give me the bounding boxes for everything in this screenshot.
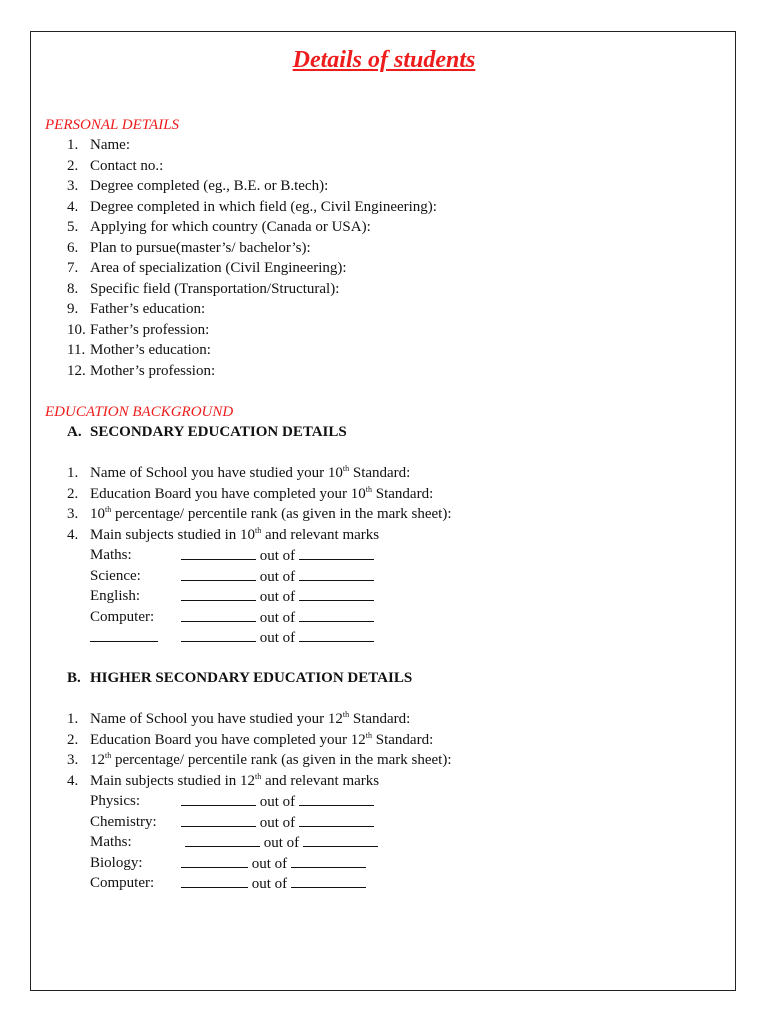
secondary-item	[90, 505, 452, 523]
fill-in-blank[interactable]	[303, 833, 378, 847]
list-number: 5.	[67, 219, 79, 235]
list-number: 11.	[67, 342, 86, 358]
marks-entry	[185, 833, 378, 852]
ordinal-suffix: th	[365, 731, 372, 740]
ordinal-suffix: th	[105, 751, 112, 760]
ordinal-suffix: th	[342, 710, 350, 719]
item-text: 10	[90, 506, 105, 522]
personal-field-label: Father’s profession:	[90, 322, 210, 338]
subsection-letter: B.	[67, 670, 81, 686]
personal-field-label: Degree completed in which field (eg., Civil Engineering):	[90, 199, 437, 215]
subject-label: English:	[90, 588, 141, 604]
fill-in-blank[interactable]	[299, 813, 374, 827]
item-text: Standard:	[349, 711, 411, 727]
fill-in-blank[interactable]	[181, 587, 256, 601]
higher-item	[90, 731, 433, 749]
marks-entry	[181, 546, 374, 565]
fill-in-blank[interactable]	[299, 608, 374, 622]
secondary-item	[90, 526, 379, 544]
subject-label: Chemistry:	[90, 814, 157, 830]
secondary-item	[90, 464, 410, 482]
item-text: Standard:	[372, 732, 434, 748]
out-of-text: out of	[256, 630, 299, 646]
item-text: percentage/ percentile rank (as given in the mark sheet):	[111, 752, 452, 768]
out-of-text: out of	[256, 610, 299, 626]
list-number: 10.	[67, 322, 86, 338]
fill-in-blank[interactable]	[181, 628, 256, 642]
item-text: Standard:	[372, 486, 434, 502]
out-of-text: out of	[260, 835, 303, 851]
subject-label: Computer:	[90, 609, 155, 625]
item-text: Main subjects studied in 12	[90, 773, 255, 789]
item-text: 12	[90, 752, 105, 768]
personal-field-label: Plan to pursue(master’s/ bachelor’s):	[90, 240, 311, 256]
item-text: Education Board you have completed your 12	[90, 732, 366, 748]
subject-label: Biology:	[90, 855, 143, 871]
fill-in-blank[interactable]	[181, 813, 256, 827]
item-text: percentage/ percentile rank (as given in the mark sheet):	[111, 506, 452, 522]
fill-in-blank[interactable]	[181, 567, 256, 581]
list-number: 7.	[67, 260, 79, 276]
marks-entry	[181, 874, 366, 893]
fill-in-blank[interactable]	[291, 874, 366, 888]
ordinal-suffix: th	[255, 772, 262, 781]
list-number: 12.	[67, 363, 86, 379]
item-text: Education Board you have completed your 10	[90, 486, 366, 502]
fill-in-blank[interactable]	[299, 628, 374, 642]
out-of-text: out of	[256, 815, 299, 831]
ordinal-suffix: th	[255, 526, 262, 535]
fill-in-blank[interactable]	[299, 587, 374, 601]
marks-entry	[181, 567, 374, 586]
fill-in-blank[interactable]	[181, 854, 248, 868]
marks-entry	[181, 628, 374, 647]
secondary-item	[90, 485, 433, 503]
marks-entry	[181, 854, 366, 873]
subsection-heading-higher: HIGHER SECONDARY EDUCATION DETAILS	[90, 670, 413, 686]
higher-item	[90, 772, 379, 790]
list-number: 4.	[67, 527, 79, 543]
out-of-text: out of	[256, 794, 299, 810]
subject-label: Maths:	[90, 834, 132, 850]
subject-label: Maths:	[90, 547, 132, 563]
out-of-text: out of	[248, 856, 291, 872]
marks-entry	[181, 792, 374, 811]
fill-in-blank[interactable]	[181, 792, 256, 806]
fill-in-blank[interactable]	[90, 628, 158, 642]
ordinal-suffix: th	[365, 485, 372, 494]
personal-field-label: Contact no.:	[90, 158, 164, 174]
fill-in-blank[interactable]	[185, 833, 260, 847]
personal-field-label: Area of specialization (Civil Engineering):	[90, 260, 347, 276]
list-number: 2.	[67, 486, 79, 502]
subject-name-blank	[90, 628, 158, 647]
ordinal-suffix: th	[105, 505, 112, 514]
fill-in-blank[interactable]	[299, 792, 374, 806]
out-of-text: out of	[248, 876, 291, 892]
personal-field-label: Degree completed (eg., B.E. or B.tech):	[90, 178, 329, 194]
list-number: 2.	[67, 732, 79, 748]
page-title: Details of students	[292, 47, 476, 73]
section-heading-personal: PERSONAL DETAILS	[45, 117, 180, 133]
personal-field-label: Applying for which country (Canada or USA):	[90, 219, 371, 235]
item-text: Main subjects studied in 10	[90, 527, 255, 543]
fill-in-blank[interactable]	[299, 567, 374, 581]
list-number: 9.	[67, 301, 79, 317]
fill-in-blank[interactable]	[181, 874, 248, 888]
marks-entry	[181, 813, 374, 832]
ordinal-suffix: th	[342, 464, 350, 473]
higher-item	[90, 751, 452, 769]
personal-field-label: Specific field (Transportation/Structural):	[90, 281, 340, 297]
personal-field-label: Father’s education:	[90, 301, 206, 317]
list-number: 4.	[67, 773, 79, 789]
item-text: Standard:	[349, 465, 411, 481]
subsection-letter: A.	[67, 424, 82, 440]
personal-field-label: Mother’s education:	[90, 342, 211, 358]
item-text: Name of School you have studied your 12	[90, 711, 343, 727]
list-number: 3.	[67, 752, 79, 768]
list-number: 2.	[67, 158, 79, 174]
subject-label: Computer:	[90, 875, 155, 891]
fill-in-blank[interactable]	[181, 546, 256, 560]
list-number: 1.	[67, 137, 79, 153]
list-number: 4.	[67, 199, 79, 215]
subject-label: Science:	[90, 568, 141, 584]
item-text: Name of School you have studied your 10	[90, 465, 343, 481]
list-number: 8.	[67, 281, 79, 297]
personal-field-label: Name:	[90, 137, 130, 153]
higher-item	[90, 710, 410, 728]
fill-in-blank[interactable]	[291, 854, 366, 868]
item-text: and relevant marks	[261, 773, 380, 789]
out-of-text: out of	[256, 548, 299, 564]
personal-field-label: Mother’s profession:	[90, 363, 216, 379]
list-number: 3.	[67, 178, 79, 194]
list-number: 1.	[67, 711, 79, 727]
list-number: 1.	[67, 465, 79, 481]
fill-in-blank[interactable]	[181, 608, 256, 622]
section-heading-education: EDUCATION BACKGROUND	[45, 404, 234, 420]
fill-in-blank[interactable]	[299, 546, 374, 560]
marks-entry	[181, 587, 374, 606]
item-text: and relevant marks	[261, 527, 380, 543]
list-number: 3.	[67, 506, 79, 522]
subsection-heading-secondary: SECONDARY EDUCATION DETAILS	[90, 424, 347, 440]
out-of-text: out of	[256, 569, 299, 585]
marks-entry	[181, 608, 374, 627]
list-number: 6.	[67, 240, 79, 256]
out-of-text: out of	[256, 589, 299, 605]
subject-label: Physics:	[90, 793, 141, 809]
